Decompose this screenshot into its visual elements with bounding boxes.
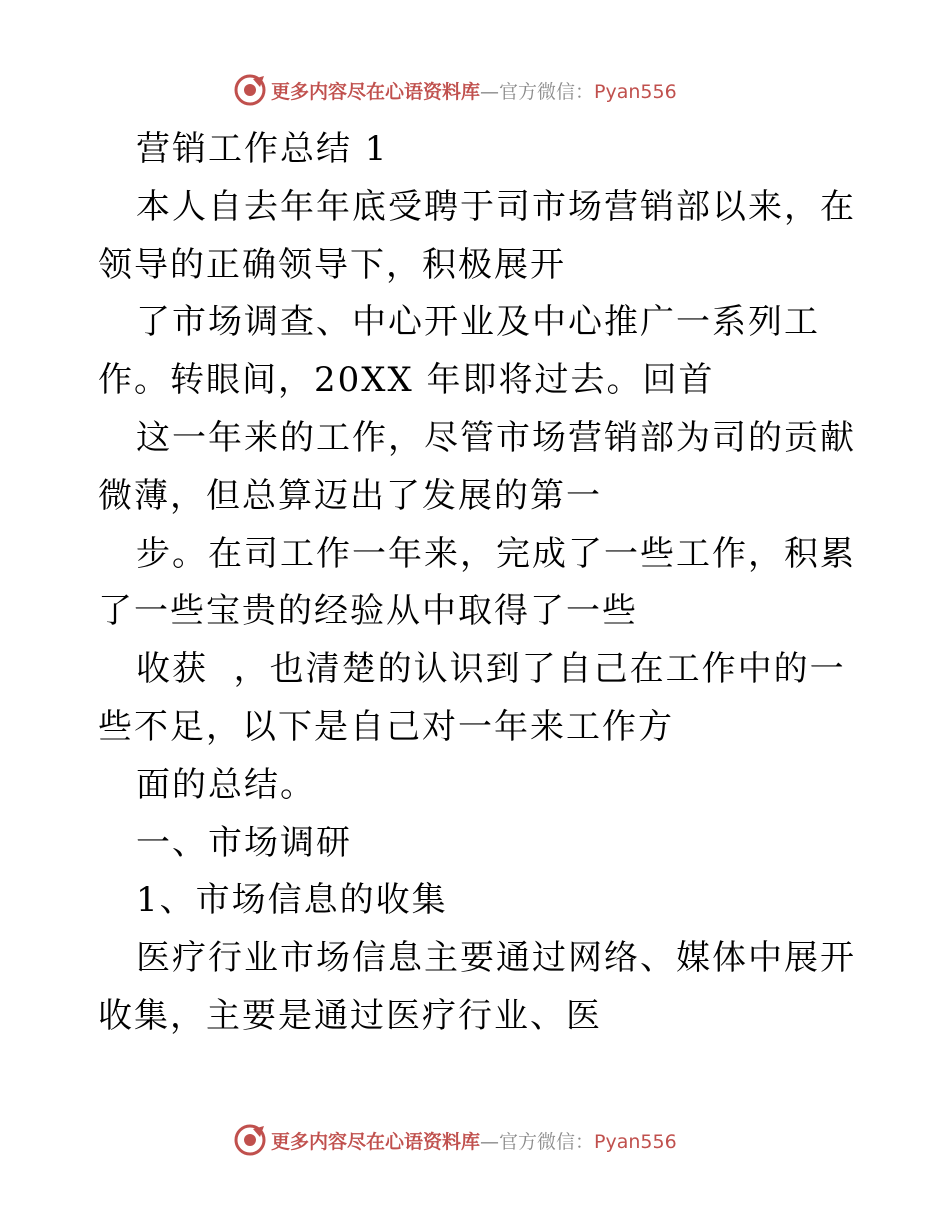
- doc-paragraph: 面的总结。: [136, 764, 316, 805]
- footer-wechat-id: Pyan556: [594, 1130, 677, 1153]
- doc-paragraph: 这一年来的工作，尽管市场营销部为司的贡献微薄，但总算迈出了发展的第一: [98, 417, 856, 516]
- header-wechat-id: Pyan556: [594, 80, 677, 103]
- doc-paragraph: 收获 ，也清楚的认识到了自己在工作中的一些不足，以下是自己对一年来工作方: [98, 649, 846, 747]
- header-wechat-label: 官方微信：: [499, 80, 595, 103]
- doc-paragraph: 医疗行业市场信息主要通过网络、媒体中展开收集，主要是通过医疗行业、医: [98, 938, 856, 1036]
- header-banner-text: [271, 77, 677, 104]
- document-body: [98, 121, 858, 1046]
- logo-icon: [233, 1123, 267, 1157]
- footer-separator: —: [480, 1130, 500, 1153]
- header-banner: [233, 72, 723, 108]
- footer-wechat-label: 官方微信：: [499, 1130, 595, 1153]
- section-heading: 一、市场调研: [136, 822, 352, 863]
- header-site-text: 更多内容尽在心语资料库: [271, 80, 481, 103]
- footer-banner: [233, 1122, 723, 1158]
- doc-paragraph: 步。在司工作一年来，完成了一些工作，积累了一些宝贵的经验从中取得了一些: [98, 533, 856, 632]
- doc-title: 营销工作总结 1: [136, 129, 389, 169]
- header-separator: —: [480, 80, 500, 103]
- subsection-heading: 1、市场信息的收集: [136, 880, 448, 921]
- doc-paragraph: 了市场调查、中心开业及中心推广一系列工作。转眼间，20XX 年即将过去。回首: [98, 302, 820, 401]
- doc-paragraph: 本人自去年年底受聘于司市场营销部以来，在领导的正确领导下，积极展开: [98, 186, 856, 285]
- footer-banner-text: [271, 1127, 677, 1154]
- footer-site-text: 更多内容尽在心语资料库: [271, 1130, 481, 1153]
- logo-icon: [233, 73, 267, 107]
